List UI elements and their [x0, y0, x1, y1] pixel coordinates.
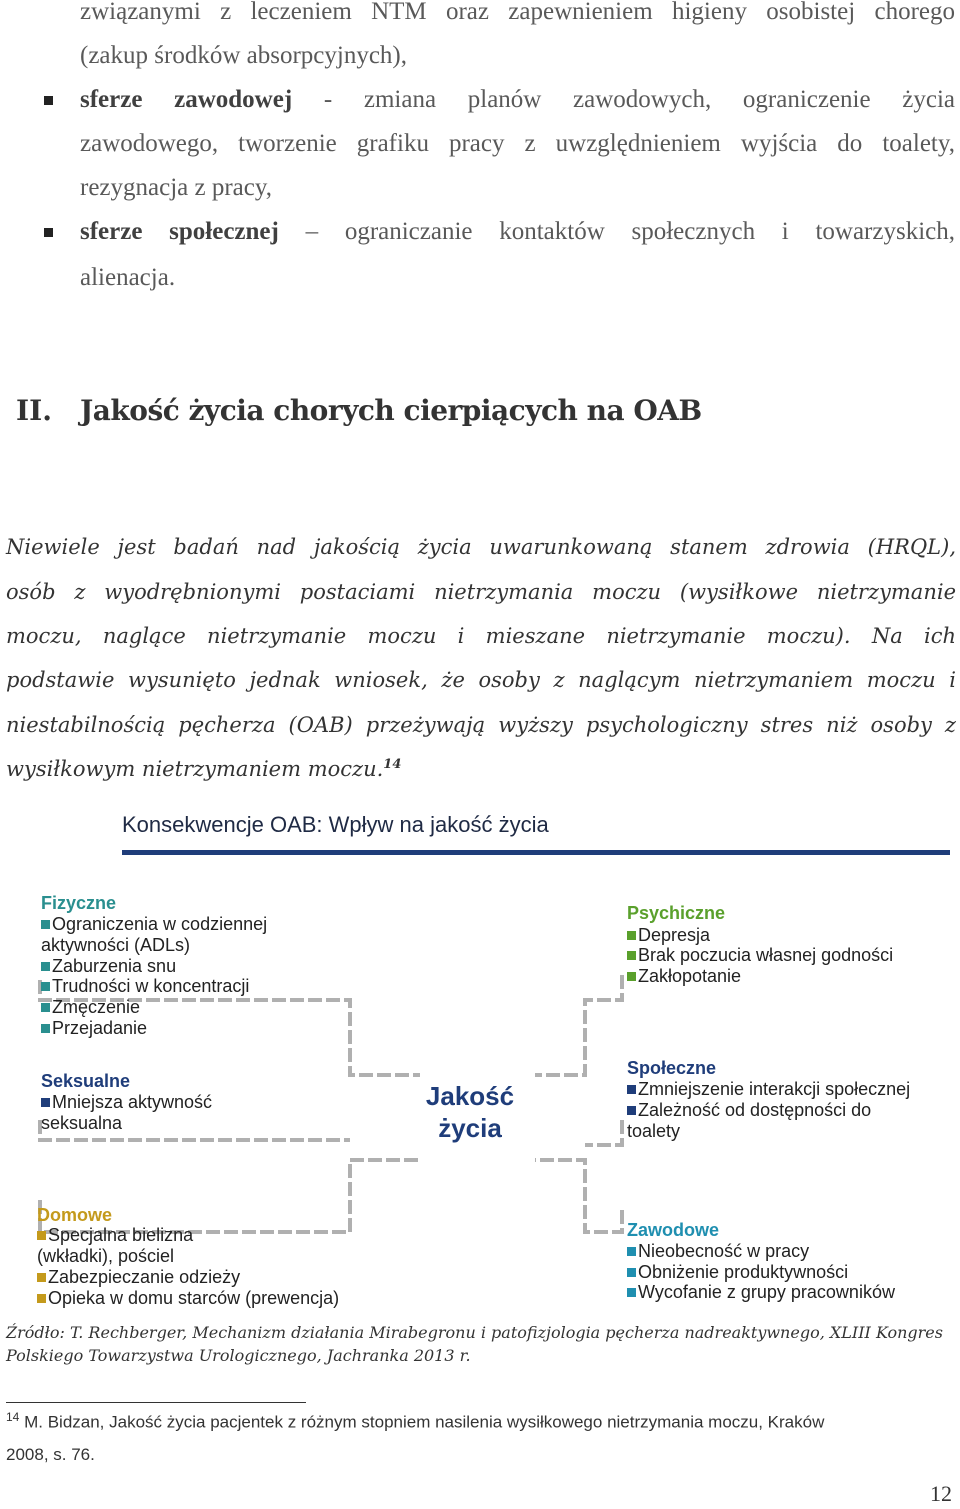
footnote-text: M. Bidzan, Jakość życia pacjentek z różnym stopniem nasilenia wysiłkowego nietrzymania moczu, Kraków: [24, 1412, 825, 1432]
bullet-bold-label: sferze społecznej: [80, 218, 279, 245]
list-item: [627, 925, 710, 946]
square-bullet-icon: [627, 1106, 636, 1115]
square-bullet-icon: [627, 1247, 636, 1256]
category-psychiczne: Psychiczne: [627, 903, 726, 923]
list-item: [627, 1262, 848, 1283]
list-item: [627, 1241, 809, 1262]
item-text: Trudności w koncentracji: [52, 976, 250, 996]
square-bullet-icon: [41, 1098, 50, 1107]
list-item: [627, 945, 893, 966]
list-item: [627, 1079, 910, 1100]
list-item: [627, 1100, 871, 1121]
bullet-item-zawodowa: [80, 86, 955, 114]
category-zawodowe: Zawodowe: [627, 1220, 720, 1240]
item-text: Zależność od dostępności do: [638, 1100, 872, 1120]
section-number: II.: [16, 394, 52, 427]
bullet-square-icon: [44, 228, 53, 237]
diagram-title: Konsekwencje OAB: Wpływ na jakość życia: [122, 812, 549, 837]
item-text: Nieobecność w pracy: [638, 1241, 810, 1261]
footnote-mark: 14: [6, 1410, 20, 1424]
text-line: (zakup środków absorpcyjnych),: [80, 42, 407, 69]
item-text: Zaburzenia snu: [52, 956, 177, 976]
item-text: Specjalna bielizna: [48, 1225, 194, 1245]
square-bullet-icon: [41, 1003, 50, 1012]
category-spoleczne: Społeczne: [627, 1058, 717, 1078]
square-bullet-icon: [41, 962, 50, 971]
paragraph-line: moczu, naglące nietrzymanie moczu i mieszane nietrzymanie moczu). Na ich: [6, 624, 956, 648]
list-item: [37, 1225, 193, 1246]
list-item: seksualna: [41, 1113, 123, 1133]
square-bullet-icon: [627, 951, 636, 960]
category-seksualne: Seksualne: [41, 1071, 131, 1091]
center-label-line: życia: [438, 1113, 502, 1143]
paragraph-line: niestabilnością pęcherza (OAB) przeżywają wyższy psychologiczny stres niż osoby z: [6, 713, 956, 737]
center-label: [400, 1080, 540, 1144]
source-line: Źródło: T. Rechberger, Mechanizm działania Mirabegronu i patofizjologia pęcherza nadreaktywnego, XLIII Kongres: [6, 1323, 943, 1342]
bullet-text: – ograniczanie kontaktów społecznych i towarzyskich,: [305, 218, 955, 245]
source-line: Polskiego Towarzystwa Urologicznego, Jachranka 2013 r.: [6, 1346, 471, 1365]
item-text: Opieka w domu starców (prewencja): [48, 1288, 340, 1308]
paragraph-line: Niewiele jest badań nad jakością życia uwarunkowaną stanem zdrowia (HRQL),: [6, 535, 956, 559]
diagram-title-bar: [122, 850, 950, 855]
section-heading: Jakość życia chorych cierpiących na OAB: [80, 394, 702, 427]
list-item: [627, 1282, 895, 1303]
paragraph-line: podstawie wysunięto jednak wniosek, że osoby z naglącym nietrzymaniem moczu i: [6, 668, 956, 692]
square-bullet-icon: [627, 1268, 636, 1277]
list-item: [37, 1267, 240, 1288]
square-bullet-icon: [37, 1273, 46, 1282]
bullet-text: - zmiana planów zawodowych, ograniczenie życia: [323, 86, 956, 113]
footnote-separator: [6, 1402, 306, 1403]
list-item: aktywności (ADLs): [41, 935, 191, 955]
square-bullet-icon: [627, 972, 636, 981]
item-text: Zabezpieczanie odzieży: [48, 1267, 241, 1287]
paragraph-line: osób z wyodrębnionymi postaciami nietrzymania moczu (wysiłkowe nietrzymanie: [6, 580, 956, 604]
center-label-line: Jakość: [425, 1081, 515, 1111]
paragraph-text: wysiłkowym nietrzymaniem moczu.: [6, 757, 384, 781]
list-item: toalety: [627, 1121, 681, 1141]
list-item: [41, 1092, 212, 1113]
footnote-line: [6, 1410, 824, 1433]
list-item: [37, 1288, 339, 1309]
list-item: (wkładki), pościel: [37, 1246, 175, 1266]
list-item: [41, 976, 249, 997]
paragraph-line: [6, 757, 956, 781]
item-text: Zakłopotanie: [638, 966, 742, 986]
item-text: Obniżenie produktywności: [638, 1262, 849, 1282]
category-fizyczne: Fizyczne: [41, 893, 117, 913]
list-item: [41, 914, 267, 935]
square-bullet-icon: [41, 1024, 50, 1033]
item-text: Wycofanie z grupy pracowników: [638, 1282, 895, 1302]
square-bullet-icon: [627, 1288, 636, 1297]
item-text: Depresja: [638, 925, 711, 945]
item-text: Zmniejszenie interakcji społecznej: [638, 1079, 911, 1099]
list-item: [627, 966, 741, 987]
bullet-square-icon: [44, 96, 53, 105]
square-bullet-icon: [37, 1231, 46, 1240]
square-bullet-icon: [627, 931, 636, 940]
item-text: Ograniczenia w codziennej: [52, 914, 268, 934]
page-number: 12: [930, 1481, 952, 1506]
list-item: [41, 1018, 147, 1039]
item-text: Przejadanie: [52, 1018, 148, 1038]
text-line: rezygnacja z pracy,: [80, 174, 272, 201]
text-line: związanymi z leczeniem NTM oraz zapewnieniem higieny osobistej chorego: [80, 0, 955, 25]
square-bullet-icon: [37, 1294, 46, 1303]
list-item: [41, 956, 176, 977]
bullet-bold-label: sferze zawodowej: [80, 86, 293, 113]
item-text: Brak poczucia własnej godności: [638, 945, 894, 965]
square-bullet-icon: [41, 982, 50, 991]
item-text: Mniejsza aktywność: [52, 1092, 213, 1112]
square-bullet-icon: [41, 920, 50, 929]
bullet-item-spoleczna: [80, 218, 955, 246]
list-item: [41, 997, 140, 1018]
text-line: zawodowego, tworzenie grafiku pracy z uwzględnieniem wyjścia do toalety,: [80, 130, 955, 157]
footnote-ref: 14: [383, 757, 402, 772]
footnote-line: 2008, s. 76.: [6, 1445, 95, 1464]
text-line: alienacja.: [80, 264, 176, 291]
item-text: Zmęczenie: [52, 997, 141, 1017]
square-bullet-icon: [627, 1085, 636, 1094]
category-domowe: Domowe: [37, 1205, 113, 1225]
